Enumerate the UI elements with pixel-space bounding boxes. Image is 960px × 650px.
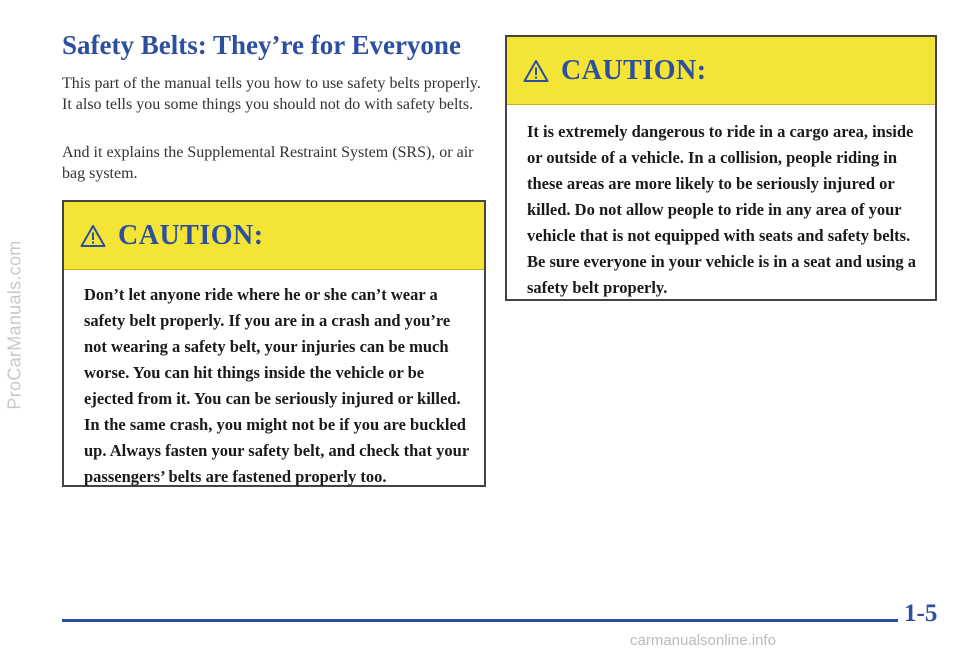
caution-header xyxy=(64,202,484,270)
caution-header xyxy=(507,37,935,105)
caution-text: It is extremely dangerous to ride in a cargo area, inside or outside of a vehicle. In a collision, people riding in these areas are more likely to be seriously injured or killed. Do not allow people to ride in any area of your vehicle that is not equipped with seats and safety belts. Be sure everyone in your vehicle is in a seat and using a safety belt properly. xyxy=(527,122,916,297)
intro-paragraph: This part of the manual tells you how to use safety belts properly. It also tells you some things you should not do with safety belts. xyxy=(62,75,481,113)
srs-paragraph: And it explains the Supplemental Restraint System (SRS), or air bag system. xyxy=(62,144,474,182)
warning-triangle-icon xyxy=(523,59,549,83)
side-watermark-text: ProCarManuals.com xyxy=(4,240,25,410)
section-heading: Safety Belts: They’re for Everyone xyxy=(62,30,461,60)
caution-text: Don’t let anyone ride where he or she can’t wear a safety belt properly. If you are in a crash and you’re not wearing a safety belt, your injuries can be much worse. You can hit things inside the vehicle or be ejected from it. You can be seriously injured or killed. In the same crash, you might not be if you are buckled up. Always fasten your safety belt, and check that your passengers’ belts are fastened properly too. xyxy=(84,285,469,486)
caution-box-cargo xyxy=(505,35,937,301)
warning-triangle-icon xyxy=(80,224,106,248)
footer-rule xyxy=(62,619,898,622)
caution-title: CAUTION: xyxy=(561,54,707,86)
caution-title: CAUTION: xyxy=(118,219,264,251)
page-number: 1-5 xyxy=(904,600,938,627)
caution-box-seating xyxy=(62,200,486,487)
bottom-watermark: carmanualsonline.info xyxy=(630,632,776,649)
side-watermark xyxy=(0,0,30,650)
